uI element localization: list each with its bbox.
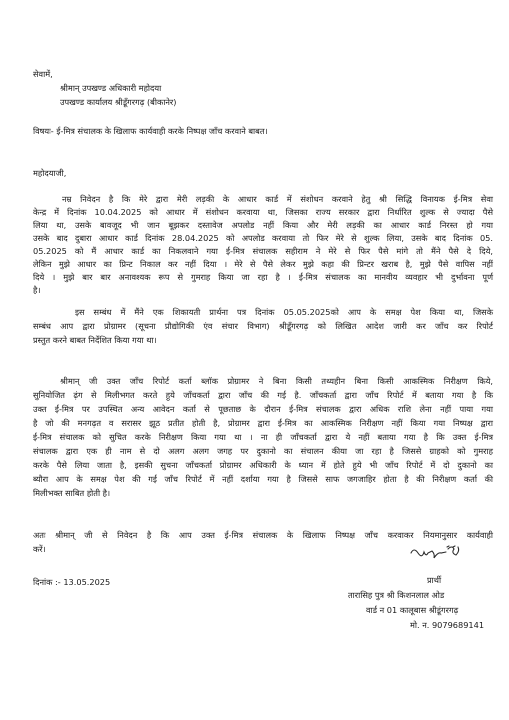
paragraph-line: मिलीभक्त साबित होती है। [33,488,111,498]
greeting: महोदयाजी, [33,168,67,178]
paragraph-line: प्रस्तुत करने बाबत निर्देशित किया गया था। [33,335,157,345]
applicant-address: वार्ड न 01 कालूबास श्रीडूंगरगढ़ [366,605,459,615]
paragraph-line: उक्त ई-मित्र पर उपस्थित अन्य आवेदन कर्ता से पूछताछ के दौरान ई-मित्र संचालक द्वारा अधिक राशि लेना नहीं पाया गया [33,404,493,414]
applicant-name: तारासिह पुत्र श्री किशनलाल ओड [348,590,445,600]
paragraph-line: लेकिन मुझे आधार का प्रिन्ट निकाल कर नहीं दिया । मेरे से पैसे लेकर मुझे कहा की प्रिन्टर खराब है, मुझे पैसे वापिस नहीं [33,259,493,269]
paragraph-line: दिये । मुझे बार बार अनावश्यक रूप से गुमराह किया जा रहा है । ई-मित्र संचालक का मानवीय व्यवहार भी दुर्भावना पूर्ण [33,272,493,282]
applicant-label: प्रार्थी [427,575,442,585]
paragraph-line: अतः श्रीमान् जी से निवेदन है कि आप उक्त ई-मित्र संचालक के खिलाफ निष्पक्ष जाँच करवाकर नियमानुसार कार्यवाही [33,530,493,540]
paragraph-line: लिया था, उसके बावजूद भी जान बूझकर दस्तावेज अपलोड नहीं किया और मेरी लड़की का आधार कार्ड निरस्त हो गया [33,220,493,230]
paragraph-line: केन्द्र में दिनांक 10.04.2025 को आधार में संशोधन करवाया था, जिसका राज्य सरकार द्वारा निर्धारित शुल्क से ज्यादा पैसे [33,207,493,217]
paragraph-line: करें। [33,544,46,554]
applicant-mobile: मो. न. 9079689141 [410,620,485,630]
paragraph-line: इस सम्बंध में मैंने एक शिकायती प्रार्थना पत्र दिनांक 05.05.2025को आप के समक्ष पेश किया था, जिसके [75,307,493,317]
paragraph-line: उसके बाद दुबारा आधार कार्ड दिनांक 28.04.2025 को अपलोड करवाया तो फिर मेरे से शुल्क लिया, उसके बाद दिनांक 05. [33,233,493,243]
handwritten-signature [408,543,468,573]
paragraph-line: श्रीमान् जी उक्त जाँच रिपोर्ट कर्ता ब्लॉक प्रोग्रामर ने बिना किसी तथ्यहीन बिना किसी आकस्मिक निरीक्षण किये, [60,376,493,386]
paragraph-line: है। [33,285,41,295]
salutation-to: सेवामें, [33,69,53,79]
recipient-name: श्रीमान् उपखण्ड अधिकारी महोदया [60,83,162,93]
subject-line: विषयः- ई-मित्र संचालक के खिलाफ कार्यवाही करके निष्पक्ष जाँच करवाने बाबत। [33,126,268,136]
letter-date: दिनांक :- 13.05.2025 [33,577,111,587]
paragraph-line: सुनियोजित ढ़ंग से मिलीभगत करते हुये जाँचकर्ता द्वारा जाँच की गई है. जाँचकर्ता द्वारा जाँच रिपोर्ट में बताया गया है कि [33,390,493,400]
paragraph-line: ब्यौरा आप के समक्ष पेश की गई जाँच रिपोर्ट में नहीं दर्शाया गया है जिससे साफ जगजाहिर होता है की निरीक्षण कर्ता की [33,474,493,484]
paragraph-line: नम्र निवेदन है कि मेरे द्वारा मेरी लड़की के आधार कार्ड में संशोधन करवाने हेतु श्री सिद्धि विनायक ई-मित्र सेवा [62,194,493,204]
paragraph-line: सम्बंध आप द्वारा प्रोग्रामर (सूचना प्रौद्योगिकी एंव संचार विभाग) श्रीडूँगरगढ़ को लिखित आदेश जारी कर जाँच कर रिपोर्ट [33,321,493,331]
paragraph-line: 05.2025 को मैं आधार कार्ड का निकलवाने गया ई-मित्र संचालक सहीराम ने मेरे से फिर पैसे मांगे तो मैंने पैसे दे दिये, [33,246,493,256]
paragraph-line: ई-मित्र संचालक को सुचित करके निरीक्षण किया गया था । ना ही जाँचकर्ता द्वारा ये नहीं बताया गया है कि उक्त ई-मित्र [33,432,493,442]
paragraph-line: है जो की मनगढ़त व सरासर झूठ प्रतीत होती है, प्रोग्रामर द्वारा ई-मित्र का आकस्मिक निरीक्षण नहीं किया गया निष्पक्ष द्वारा [33,418,493,428]
recipient-office: उपखण्ड कार्यालय श्रीडूँगरगढ़ (बीकानेर) [60,97,177,107]
paragraph-line: करके पैसे लिया जाता है, इसकी सुचना जाँचकर्ता प्रोग्रामर अधिकारी के ध्यान में होते हुये भी जाँच रिपोर्ट में दो दुकानो का [33,460,493,470]
paragraph-line: संचालक द्वारा एक ही नाम से दो अलग अलग जगह पर दुकानो का संचालन कीया जा रहा है जिससे ग्राहको को गुमराह [33,446,493,456]
